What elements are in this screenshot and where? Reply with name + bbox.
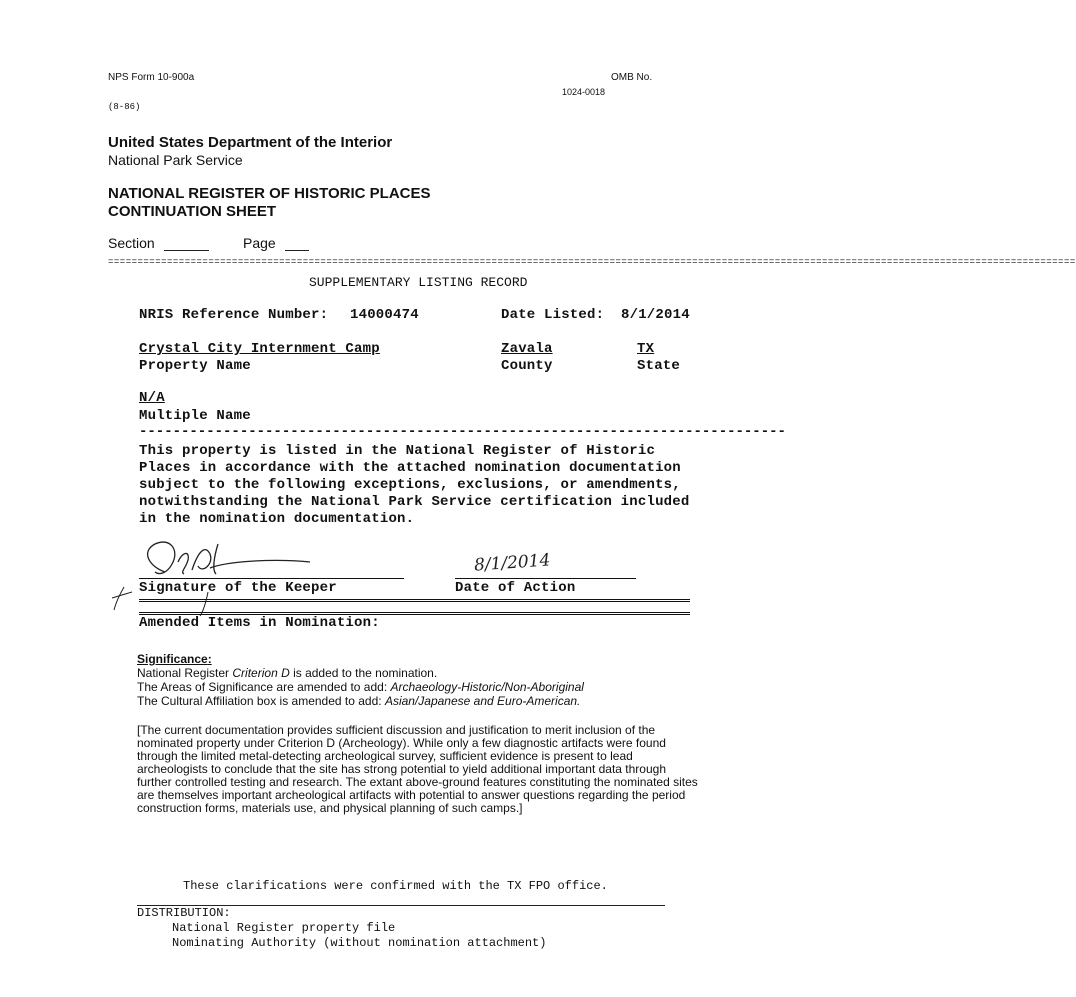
paragraph-line: are themselves important archeological artifacts with potential to answer questions regarding the period — [137, 788, 686, 802]
state-label: State — [637, 358, 681, 374]
continuation-sheet-title: CONTINUATION SHEET — [108, 203, 277, 220]
significance-heading-text: Significance — [137, 652, 208, 666]
criterion-prefix: National Register — [137, 666, 233, 680]
omb-label: OMB No. — [611, 72, 653, 83]
amended-heading: Amended Items in Nomination: — [139, 615, 380, 631]
amended-divider — [139, 599, 690, 615]
record-heading: SUPPLEMENTARY LISTING RECORD — [309, 275, 528, 290]
statement-line: notwithstanding the National Park Service certification included — [139, 494, 690, 510]
significance-heading: Significance: — [137, 652, 212, 666]
date-listed: 8/1/2014 — [621, 307, 690, 323]
statement-line: in the nomination documentation. — [139, 511, 415, 527]
signature-label: Signature of the Keeper — [139, 580, 337, 596]
date-action-label: Date of Action — [455, 580, 576, 596]
county-value: Zavala — [501, 341, 553, 357]
county-label: County — [501, 358, 553, 374]
paragraph-line: further controlled testing and research. The extant above-ground features constituting the nominated sites — [137, 775, 698, 789]
signature-line — [139, 578, 404, 579]
nris-label: NRIS Reference Number: — [139, 307, 329, 323]
significance-line-areas — [137, 681, 584, 694]
criterion-value: Criterion D — [232, 666, 290, 680]
agency-name: National Park Service — [108, 152, 243, 168]
register-title: NATIONAL REGISTER OF HISTORIC PLACES — [108, 185, 431, 202]
paragraph-line: construction forms, materials use, and physical planning of such camps.] — [137, 801, 523, 815]
property-name-label: Property Name — [139, 358, 251, 374]
form-revision: (8-86) — [108, 102, 141, 112]
distribution-item: National Register property file — [172, 921, 396, 935]
paragraph-line: archeologists to conclude that the site has strong potential to yield additional important data through — [137, 762, 667, 776]
handwritten-date: 8/1/2014 — [473, 550, 551, 576]
listing-statement — [139, 443, 690, 528]
multiple-name-value: N/A — [139, 390, 165, 406]
department-name: United States Department of the Interior — [108, 134, 393, 151]
paragraph-line: nominated property under Criterion D (Archeology). While only a few diagnostic artifacts were found — [137, 736, 666, 750]
affiliation-prefix: The Cultural Affiliation box is amended to add: — [137, 694, 385, 708]
clarification-note: These clarifications were confirmed with the TX FPO office. — [183, 879, 608, 893]
significance-line-affiliation — [137, 695, 580, 708]
distribution-item: Nominating Authority (without nomination attachment) — [172, 936, 547, 950]
criterion-suffix: is added to the nomination. — [289, 666, 438, 680]
omb-number: 1024-0018 — [562, 87, 606, 97]
distribution-label: DISTRIBUTION: — [137, 906, 231, 920]
header-divider: ==================================================================================================================================================================== — [108, 257, 1076, 267]
property-name: Crystal City Internment Camp — [139, 341, 380, 357]
section-blank — [164, 250, 209, 251]
statement-divider: ----------------------------------------------------------------------------- — [139, 424, 786, 440]
date-action-line — [455, 578, 636, 579]
distribution-list — [172, 921, 546, 951]
paragraph-line: through the limited metal-detecting archeological survey, sufficient evidence is present to lead — [137, 749, 633, 763]
nris-number: 14000474 — [350, 307, 419, 323]
significance-paragraph — [137, 724, 698, 815]
statement-line: This property is listed in the National Register of Historic — [139, 443, 656, 459]
page-label: Page — [243, 235, 276, 251]
state-value: TX — [637, 341, 655, 357]
statement-line: Places in accordance with the attached nomination documentation — [139, 460, 681, 476]
multiple-name-label: Multiple Name — [139, 408, 251, 424]
section-label: Section — [108, 235, 155, 251]
affiliation-value: Asian/Japanese and Euro-American. — [384, 694, 581, 708]
areas-prefix: The Areas of Significance are amended to add: — [137, 680, 391, 694]
areas-value: Archaeology-Historic/Non-Aboriginal — [390, 680, 584, 694]
significance-line-criterion — [137, 667, 437, 680]
date-listed-label: Date Listed: — [501, 307, 605, 323]
paragraph-line: [The current documentation provides sufficient discussion and justification to merit inclusion of the — [137, 723, 656, 737]
page-blank — [285, 250, 309, 251]
statement-line: subject to the following exceptions, exclusions, or amendments, — [139, 477, 681, 493]
form-number: NPS Form 10-900a — [108, 72, 195, 83]
